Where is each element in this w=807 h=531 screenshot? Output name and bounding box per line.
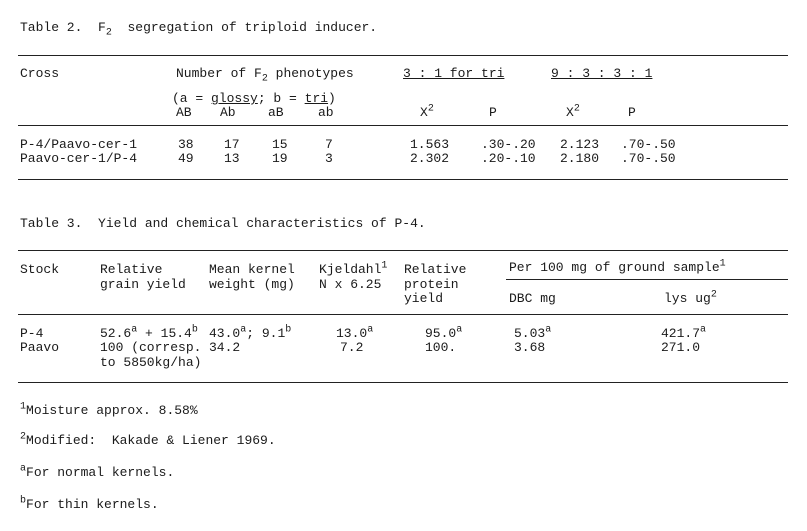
table3-header-stock: Stock xyxy=(20,262,60,277)
table2-row2-chi1: 2.302 xyxy=(410,151,450,166)
table2-header-rule xyxy=(18,125,788,126)
table2-row2-Ab: 13 xyxy=(224,151,240,166)
table3-header-rel-grain-2: grain yield xyxy=(100,277,186,292)
table2-row1-AB: 38 xyxy=(178,137,194,152)
table2-row1-aB: 15 xyxy=(272,137,288,152)
table3-header-mean-kernel-1: Mean kernel xyxy=(209,262,295,277)
table2-header-p2: P xyxy=(628,105,636,120)
table3-header-dbc: DBC mg xyxy=(509,291,556,306)
table3-row-paavo-grain-1: 100 (corresp. xyxy=(100,340,202,355)
table2-top-rule xyxy=(18,55,788,56)
table3-top-rule xyxy=(18,250,788,251)
table2-row2-ab: 3 xyxy=(325,151,333,166)
table2-row2-chi2: 2.180 xyxy=(560,151,600,166)
table2-row1-chi2: 2.123 xyxy=(560,137,600,152)
table3-row-p4-kjeldahl: 13.0$^a$ xyxy=(336,324,374,341)
table2-row2-aB: 19 xyxy=(272,151,288,166)
table3-row-p4-kernel: 43.0$^a$; 9.1$^b$ xyxy=(209,324,292,341)
table2-header-p1: P xyxy=(489,105,497,120)
table2-header-ratio-9-3-3-1: 9 : 3 : 3 : 1 xyxy=(551,66,653,81)
table2-header-ratio-3-1: 3 : 1 for tri xyxy=(403,66,505,81)
table3-row-p4-lys: 421.7$^a$ xyxy=(661,324,707,341)
table2-row2-p1: .20-.10 xyxy=(481,151,536,166)
footnote-b: $^b$For thin kernels. xyxy=(20,495,159,512)
table3-header-rel-protein-1: Relative xyxy=(404,262,467,277)
table3-header-rule xyxy=(18,314,788,315)
table3-row-paavo-dbc: 3.68 xyxy=(514,340,546,355)
table3-row-paavo-grain-2: to 5850kg/ha) xyxy=(100,355,202,370)
footnote-a: $^a$For normal kernels. xyxy=(20,463,175,480)
table2-row1-Ab: 17 xyxy=(224,137,240,152)
table2-row2-AB: 49 xyxy=(178,151,194,166)
table2-row1-p2: .70-.50 xyxy=(621,137,676,152)
table3-header-kjeldahl: Kjeldahl$^1$ xyxy=(319,260,388,277)
table3-header-rel-protein-2: protein xyxy=(404,277,459,292)
table2-header-phenotype-aB: aB xyxy=(268,105,284,120)
table3-header-per100: Per 100 mg of ground sample$^1$ xyxy=(509,258,726,275)
table2-header-number: Number of $F_2$ phenotypes xyxy=(176,66,354,85)
table3-row-paavo-protein: 100. xyxy=(425,340,457,355)
table3-bottom-rule xyxy=(18,382,788,383)
table2-header-phenotype-ab: ab xyxy=(318,105,334,120)
table3-row-paavo-lys: 271.0 xyxy=(661,340,701,355)
table3-header-lys: lys $ug^2$ xyxy=(664,289,717,306)
table3-row-p4-grain: 52.6$^a$ + 15.4$^b$ xyxy=(100,324,198,341)
table2-header-phenotype-AB: AB xyxy=(176,105,192,120)
table2-row1-chi1: 1.563 xyxy=(410,137,450,152)
table3-row-paavo-kernel: 34.2 xyxy=(209,340,241,355)
table3-row-p4-stock: P-4 xyxy=(20,326,44,341)
table3-row-p4-dbc: 5.03$^a$ xyxy=(514,324,552,341)
table3-caption: Table 3. Yield and chemical characteristics of P-4. xyxy=(20,216,426,231)
table3-header-kjeldahl-2: N x 6.25 xyxy=(319,277,382,292)
table2-bottom-rule xyxy=(18,179,788,180)
table2-row1-p1: .30-.20 xyxy=(481,137,536,152)
table2-row1-cross: P-4/Paavo-cer-1 xyxy=(20,137,138,152)
table2-header-chi2: $X^2$ xyxy=(566,103,580,120)
footnote-2: $^2$Modified: Kakade & Liener 1969. xyxy=(20,431,276,448)
table2-row2-cross: Paavo-cer-1/P-4 xyxy=(20,151,138,166)
table3-row-p4-protein: 95.0$^a$ xyxy=(425,324,463,341)
table3-header-mean-kernel-2: weight (mg) xyxy=(209,277,295,292)
table2-header-chi1: $X^2$ xyxy=(420,103,434,120)
table2-caption: Table 2. $F_2$ segregation of triploid inducer. xyxy=(20,20,378,39)
table3-per100-rule xyxy=(506,279,788,280)
table2-row2-p2: .70-.50 xyxy=(621,151,676,166)
table3-row-paavo-stock: Paavo xyxy=(20,340,60,355)
table2-row1-ab: 7 xyxy=(325,137,333,152)
table2-header-legend: (a = glossy; b = tri) xyxy=(172,91,336,106)
table2-header-phenotype-Ab: Ab xyxy=(220,105,236,120)
footnote-1: $^1$Moisture approx. 8.58% xyxy=(20,401,198,418)
table3-row-paavo-kjeldahl: 7.2 xyxy=(340,340,364,355)
table2-header-cross: Cross xyxy=(20,66,60,81)
table3-header-rel-protein-3: yield xyxy=(404,291,444,306)
table3-header-rel-grain-1: Relative xyxy=(100,262,163,277)
